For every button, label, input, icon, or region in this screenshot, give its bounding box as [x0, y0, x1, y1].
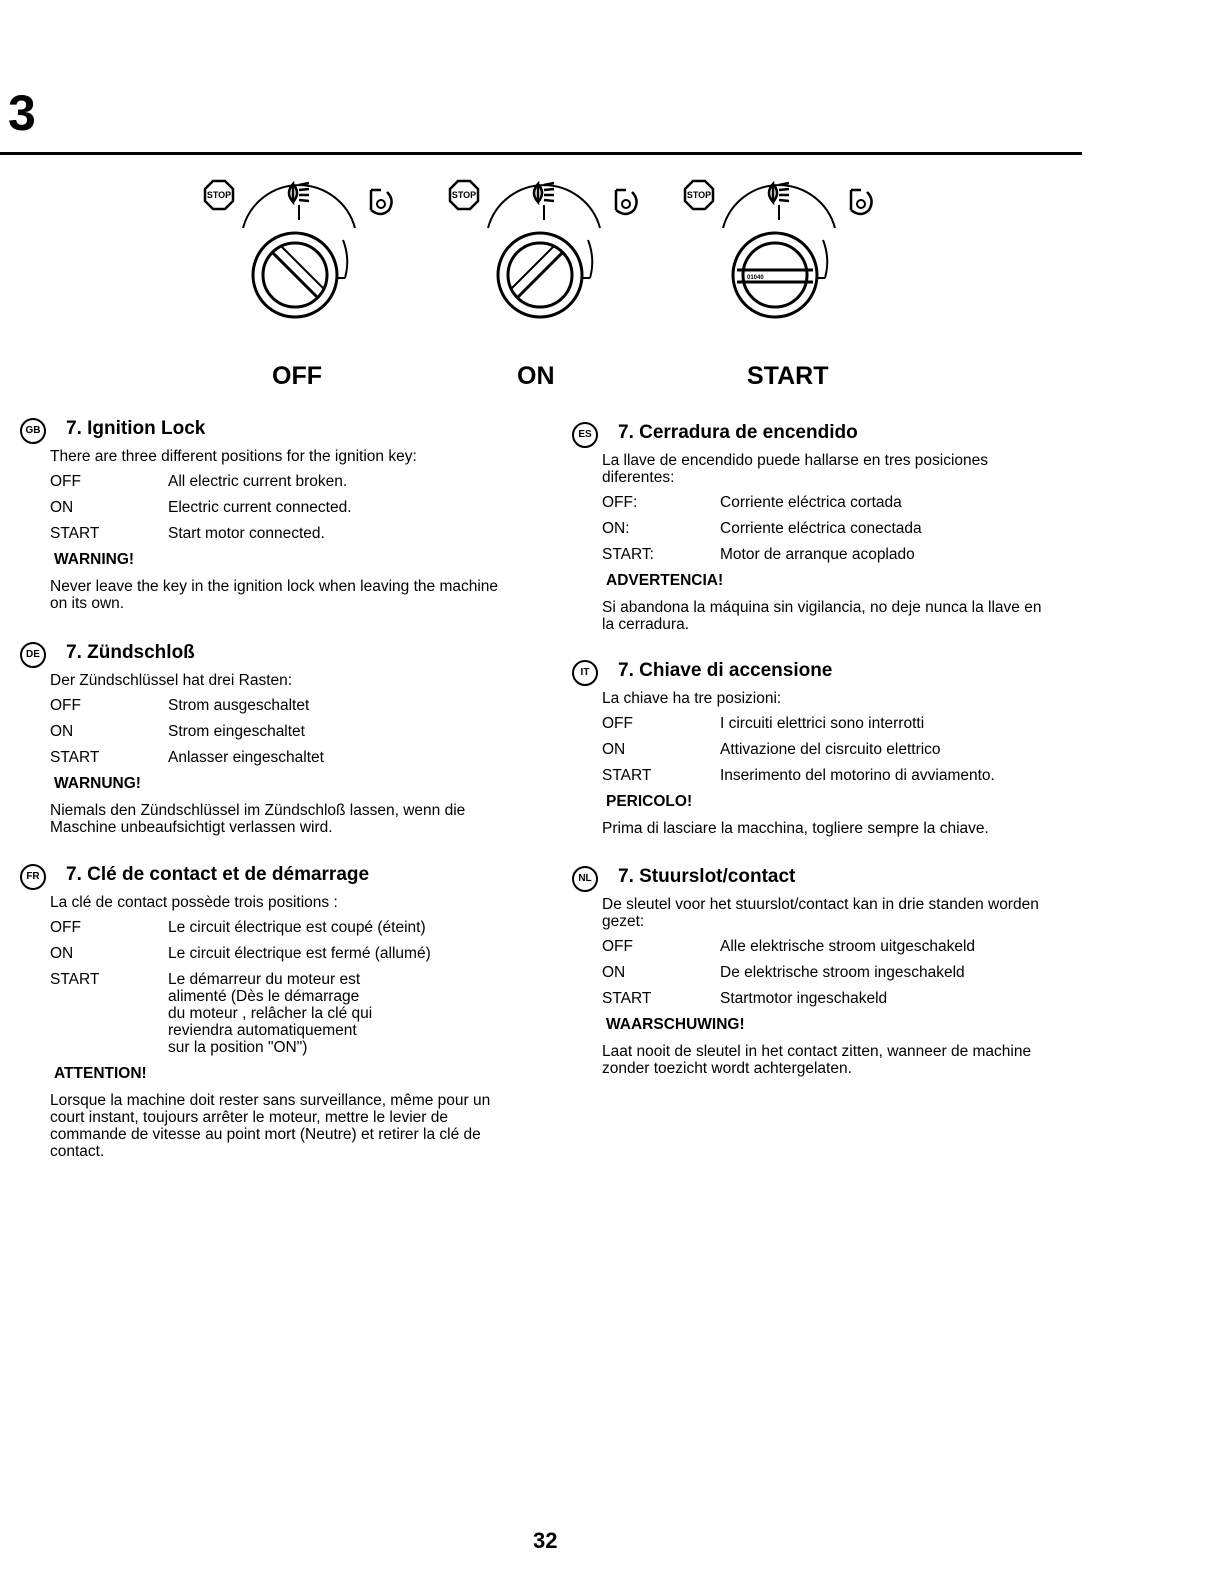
section-it	[572, 660, 1052, 837]
stop-icon	[205, 181, 233, 209]
position-row: OFF: Corriente eléctrica cortada	[602, 494, 902, 511]
section-nl	[572, 866, 1052, 1077]
header-rule	[0, 152, 1082, 155]
position-row: ON Strom eingeschaltet	[50, 723, 305, 740]
intro-text: Der Zündschlüssel hat drei Rasten:	[50, 672, 293, 689]
warning-title: PERICOLO!	[606, 793, 693, 810]
section-es	[572, 422, 1052, 633]
section-fr	[20, 864, 500, 1160]
position-label-off: OFF	[272, 362, 322, 390]
section-title: 7. Clé de contact et de démarrage	[66, 864, 370, 885]
position-row: START Start motor connected.	[50, 525, 325, 542]
warning-text: Laat nooit de sleutel in het contact zitten, wanneer de machine zonder toezicht wordt achtergelaten.	[602, 1043, 1032, 1077]
section-title: 7. Chiave di accensione	[618, 660, 833, 681]
position-row: ON: Corriente eléctrica conectada	[602, 520, 922, 537]
position-row: OFF Alle elektrische stroom uitgeschakeld	[602, 938, 976, 955]
section-title: 7. Ignition Lock	[66, 418, 206, 439]
language-badge-it: IT	[572, 660, 598, 686]
intro-text: De sleutel voor het stuurslot/contact kan in drie standen worden gezet:	[602, 896, 1039, 930]
engine-start-icon	[851, 190, 872, 214]
position-row: OFF Le circuit électrique est coupé (éteint)	[50, 919, 426, 936]
position-row: START Inserimento del motorino di avviamento.	[602, 767, 995, 784]
warning-text: Lorsque la machine doit rester sans surveillance, même pour un court instant, toujours arrêter le moteur, mettre le levier de commande de vitesse au point mort (Neutre) et retirer la clé de contact.	[50, 1092, 491, 1160]
position-row: ON Electric current connected.	[50, 499, 352, 516]
position-row: OFF I circuiti elettrici sono interrotti	[602, 715, 925, 732]
diagram-code: 01040	[747, 275, 764, 281]
warning-title: WAARSCHUWING!	[606, 1016, 745, 1033]
engine-start-icon	[616, 190, 637, 214]
svg-text:STOP: STOP	[686, 190, 712, 200]
stop-icon	[450, 181, 478, 209]
intro-text: La clé de contact possède trois positions :	[50, 894, 338, 911]
section-title: 7. Stuurslot/contact	[618, 866, 796, 887]
section-title: 7. Cerradura de encendido	[618, 422, 858, 443]
language-badge-de: DE	[20, 642, 46, 668]
svg-text:STOP: STOP	[206, 190, 232, 200]
ignition-diagram-off	[195, 170, 425, 320]
section-title: 7. Zündschloß	[66, 642, 195, 663]
position-label-on: ON	[517, 362, 555, 390]
intro-text: La llave de encendido puede hallarse en tres posiciones diferentes:	[602, 452, 989, 486]
language-badge-gb: GB	[20, 418, 46, 444]
language-badge-nl: NL	[572, 866, 598, 892]
position-row: START Le démarreur du moteur est alimenté (Dès le démarrage du moteur , relâcher la clé qui reviendra automatiquement sur la position "ON")	[50, 971, 373, 1056]
position-row: START: Motor de arranque acoplado	[602, 546, 915, 563]
svg-text:STOP: STOP	[451, 190, 477, 200]
position-row: ON Le circuit électrique est fermé (allumé)	[50, 945, 431, 962]
language-badge-fr: FR	[20, 864, 46, 890]
ignition-diagram-on	[440, 170, 670, 320]
warning-title: ADVERTENCIA!	[606, 572, 724, 589]
section-gb	[20, 418, 500, 612]
warning-text: Never leave the key in the ignition lock when leaving the machine on its own.	[50, 578, 499, 612]
warning-text: Prima di lasciare la macchina, togliere sempre la chiave.	[602, 820, 989, 837]
warning-title: ATTENTION!	[54, 1065, 147, 1082]
warning-text: Niemals den Zündschlüssel im Zündschloß lassen, wenn die Maschine unbeaufsichtigt verlassen wird.	[50, 802, 466, 836]
position-row: OFF All electric current broken.	[50, 473, 348, 490]
position-label-start: START	[747, 362, 829, 390]
position-row: ON De elektrische stroom ingeschakeld	[602, 964, 965, 981]
position-row: ON Attivazione del cisrcuito elettrico	[602, 741, 941, 758]
warning-title: WARNING!	[54, 551, 135, 568]
section-number: 3	[8, 85, 36, 141]
engine-start-icon	[371, 190, 392, 214]
warning-text: Si abandona la máquina sin vigilancia, no deje nunca la llave en la cerradura.	[602, 599, 1042, 633]
intro-text: La chiave ha tre posizioni:	[602, 690, 782, 707]
language-badge-es: ES	[572, 422, 598, 448]
position-row: OFF Strom ausgeschaltet	[50, 697, 310, 714]
position-row: START Anlasser eingeschaltet	[50, 749, 324, 766]
intro-text: There are three different positions for the ignition key:	[50, 448, 417, 465]
stop-icon	[685, 181, 713, 209]
warning-title: WARNUNG!	[54, 775, 141, 792]
ignition-diagram-start	[675, 170, 905, 320]
page-number: 32	[533, 1528, 558, 1553]
section-de	[20, 642, 500, 836]
position-row: START Startmotor ingeschakeld	[602, 990, 888, 1007]
